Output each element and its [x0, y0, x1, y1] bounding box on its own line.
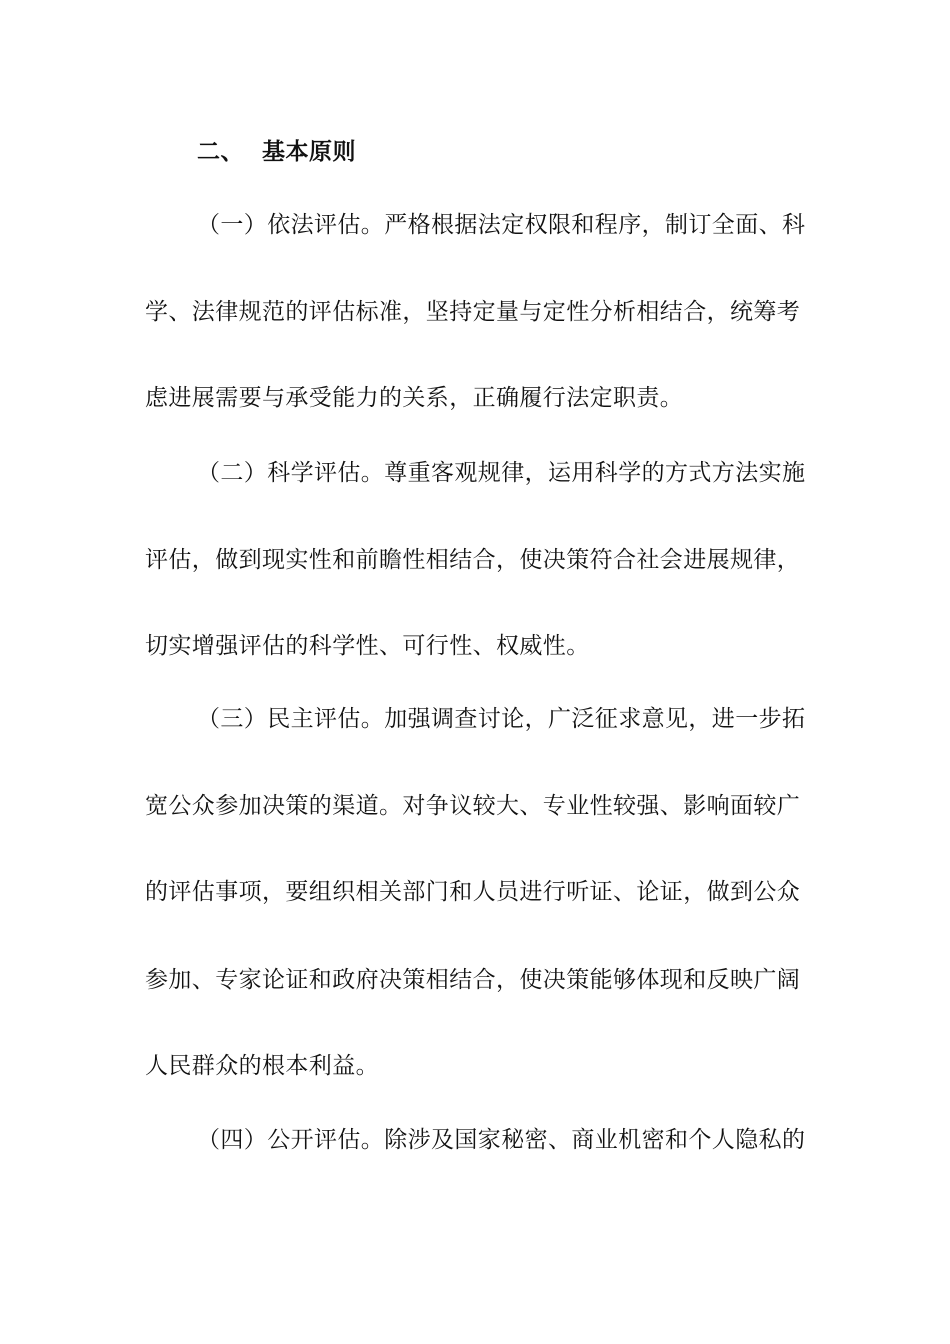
paragraph-line: （二）科学评估。尊重客观规律，运用科学的方式方法实施 [197, 460, 806, 486]
section-title: 基本原则 [262, 139, 356, 165]
paragraph-line: （一）依法评估。严格根据法定权限和程序，制订全面、科 [197, 212, 806, 238]
paragraph-line: （四）公开评估。除涉及国家秘密、商业机密和个人隐私的 [197, 1127, 806, 1153]
section-number: 二、 [197, 139, 244, 165]
paragraph-line: 评估，做到现实性和前瞻性相结合，使决策符合社会进展规律， [145, 547, 801, 573]
paragraph-line: 人民群众的根本利益。 [145, 1053, 379, 1079]
paragraph-line: 学、法律规范的评估标准，坚持定量与定性分析相结合，统筹考 [145, 299, 801, 325]
paragraph-line: 切实增强评估的科学性、可行性、权威性。 [145, 633, 590, 659]
paragraph-line: 参加、专家论证和政府决策相结合，使决策能够体现和反映广阔 [145, 967, 801, 993]
section-heading [197, 136, 356, 168]
paragraph-line: （三）民主评估。加强调查讨论，广泛征求意见，进一步拓 [197, 706, 806, 732]
paragraph-line: 虑进展需要与承受能力的关系，正确履行法定职责。 [145, 385, 684, 411]
paragraph-line: 的评估事项，要组织相关部门和人员进行听证、论证，做到公众 [145, 879, 801, 905]
paragraph-line: 宽公众参加决策的渠道。对争议较大、专业性较强、影响面较广 [145, 793, 801, 819]
